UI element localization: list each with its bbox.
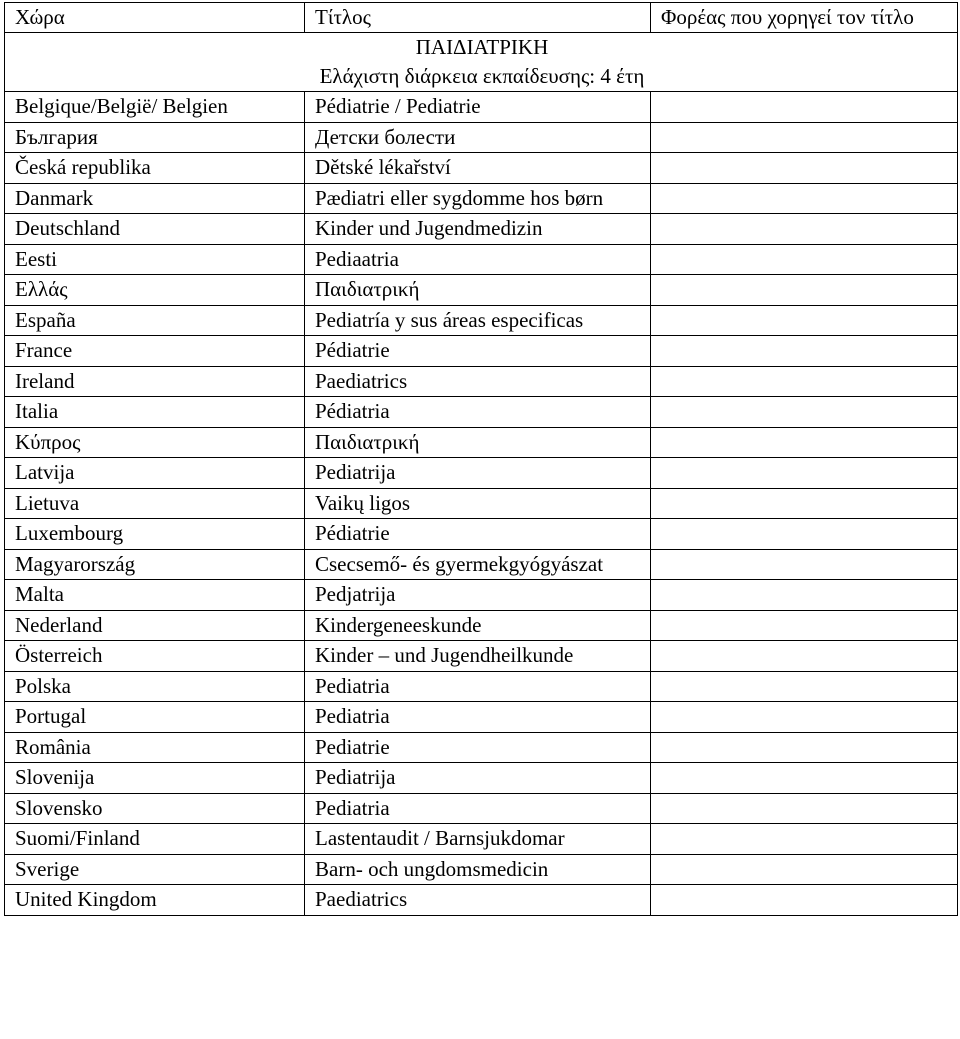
title-cell [305,854,651,885]
title-text: Pediatrija [315,460,396,484]
title-cell [305,305,651,336]
country-cell: España [5,305,305,336]
title-text: Pedjatrija [315,582,396,606]
title-text: Csecsemő- és gyermekgyógyászat [315,551,604,576]
awarding-body-cell [651,488,958,519]
awarding-body-cell [651,458,958,489]
table-row [5,244,958,275]
awarding-body-cell [651,732,958,763]
table-row [5,336,958,367]
title-cell [305,488,651,519]
awarding-body-cell [651,519,958,550]
title-text: Детски болести [315,124,456,149]
title-text: Paediatrics [315,368,408,393]
title-text: Pædiatri eller sygdomme hos børn [315,185,604,210]
title-cell [305,427,651,458]
table-row [5,610,958,641]
title-text: Pediatría y sus áreas especificas [315,307,584,332]
title-cell [305,183,651,214]
header-row [5,3,958,33]
title-text: Kinder und Jugendmedizin [315,216,543,240]
country-cell: Polska [5,671,305,702]
country-cell: Luxembourg [5,519,305,550]
awarding-body-cell [651,793,958,824]
country-cell: Italia [5,397,305,428]
awarding-body-cell [651,275,958,306]
table-row [5,885,958,916]
table-row [5,397,958,428]
title-cell [305,397,651,428]
awarding-body-cell [651,580,958,611]
country-cell: Ireland [5,366,305,397]
title-text: Kindergeneeskunde [315,612,482,637]
country-cell: Magyarország [5,549,305,580]
country-cell: Κύπρος [5,427,305,458]
country-cell: Danmark [5,183,305,214]
title-text: Barn- och ungdomsmedicin [315,856,549,881]
awarding-body-cell [651,885,958,916]
table-row [5,488,958,519]
table-row [5,549,958,580]
table-row [5,214,958,245]
title-text: Lastentaudit / Barnsjukdomar [315,826,565,850]
country-cell: Lietuva [5,488,305,519]
table-row [5,275,958,306]
table-row [5,183,958,214]
table-body [5,33,958,916]
country-cell: Sverige [5,854,305,885]
title-cell [305,122,651,153]
title-cell [305,824,651,855]
section-duration: Ελάχιστη διάρκεια εκπαίδευσης: 4 έτη [319,64,645,88]
awarding-body-cell [651,610,958,641]
country-cell: Nederland [5,610,305,641]
table-row [5,763,958,794]
country-cell: България [5,122,305,153]
awarding-body-cell [651,427,958,458]
table-row [5,854,958,885]
title-text: Pediatrie [315,734,390,759]
title-cell [305,153,651,184]
table-row [5,702,958,733]
title-text: Pédiatrie [315,521,390,545]
title-text: Pédiatria [315,399,390,423]
title-cell [305,671,651,702]
title-text: Pediatria [315,795,390,820]
table-row [5,824,958,855]
table-row [5,793,958,824]
awarding-body-cell [651,763,958,794]
title-cell [305,214,651,245]
table-row [5,153,958,184]
header-country: Χώρα [5,3,305,33]
country-cell: Latvija [5,458,305,489]
table-row [5,427,958,458]
title-text: Pediatria [315,673,390,698]
title-cell [305,793,651,824]
awarding-body-cell [651,92,958,123]
title-text: Dětské lékařství [315,155,451,179]
country-cell: Belgique/België/ Belgien [5,92,305,123]
awarding-body-cell [651,854,958,885]
country-cell: Portugal [5,702,305,733]
pediatrics-titles-table [4,2,958,916]
title-cell [305,641,651,672]
title-cell [305,580,651,611]
awarding-body-cell [651,824,958,855]
title-cell [305,610,651,641]
title-cell [305,336,651,367]
country-cell: Suomi/Finland [5,824,305,855]
title-cell [305,885,651,916]
title-text: Παιδιατρική [315,277,420,301]
section-cell [5,33,958,92]
title-cell [305,244,651,275]
title-cell [305,458,651,489]
table-row [5,732,958,763]
country-cell: România [5,732,305,763]
awarding-body-cell [651,336,958,367]
table-row [5,519,958,550]
section-row [5,33,958,92]
title-text: Παιδιατρική [315,429,420,454]
awarding-body-cell [651,244,958,275]
awarding-body-cell [651,397,958,428]
awarding-body-cell [651,702,958,733]
country-cell: Slovensko [5,793,305,824]
title-text: Pediaatria [315,246,399,271]
table-row [5,122,958,153]
table-row [5,458,958,489]
country-cell: Česká republika [5,153,305,184]
header-title: Τίτλος [305,3,651,33]
awarding-body-cell [651,153,958,184]
country-cell: Slovenija [5,763,305,794]
country-cell: France [5,336,305,367]
awarding-body-cell [651,305,958,336]
awarding-body-cell [651,183,958,214]
country-cell: Malta [5,580,305,611]
title-cell [305,519,651,550]
country-cell: Ελλάς [5,275,305,306]
title-cell [305,92,651,123]
title-text: Pediatria [315,704,390,728]
table-row [5,641,958,672]
title-text: Kinder – und Jugendheilkunde [315,643,574,667]
section-name: ΠΑΙΔΙΑΤΡΙΚΗ [415,35,549,59]
table-row [5,92,958,123]
country-cell: Österreich [5,641,305,672]
title-text: Paediatrics [315,887,408,911]
title-cell [305,763,651,794]
title-text: Pédiatrie [315,338,390,362]
table-row [5,671,958,702]
awarding-body-cell [651,214,958,245]
title-text: Pédiatrie / Pediatrie [315,94,481,118]
title-cell [305,732,651,763]
title-cell [305,549,651,580]
table-row [5,366,958,397]
awarding-body-cell [651,549,958,580]
table-row [5,580,958,611]
title-text: Pediatrija [315,765,396,789]
awarding-body-cell [651,671,958,702]
awarding-body-cell [651,641,958,672]
country-cell: Deutschland [5,214,305,245]
title-cell [305,702,651,733]
title-cell [305,366,651,397]
country-cell: United Kingdom [5,885,305,916]
header-awarding-body: Φορέας που χορηγεί τον τίτλο [651,3,958,33]
country-cell: Eesti [5,244,305,275]
title-text: Vaikų ligos [315,490,411,515]
awarding-body-cell [651,122,958,153]
table-row [5,305,958,336]
awarding-body-cell [651,366,958,397]
title-cell [305,275,651,306]
